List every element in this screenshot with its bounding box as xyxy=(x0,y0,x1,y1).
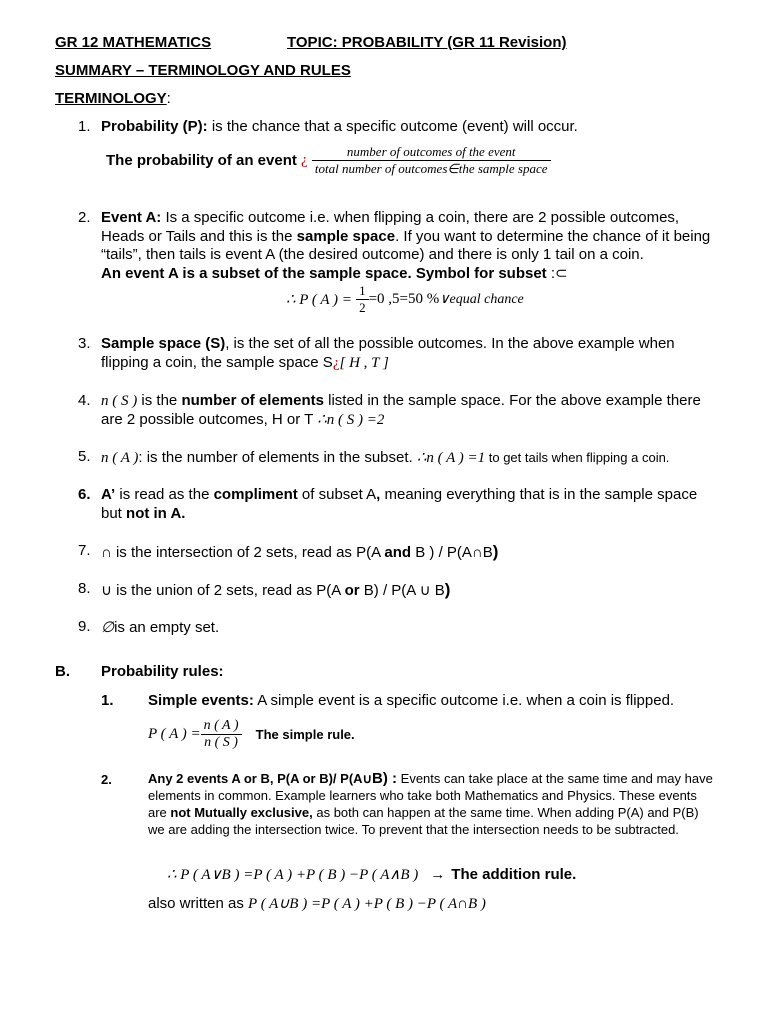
simple-rule-formula xyxy=(148,718,355,751)
half-numerator: 1 xyxy=(356,283,369,300)
item-8-or: or xyxy=(344,582,360,599)
terminology-colon: : xyxy=(166,90,171,107)
simple-rule-lhs: P ( A ) = xyxy=(148,726,201,742)
rule-number: 1. xyxy=(101,692,114,709)
empty-set-symbol: ∅ xyxy=(101,620,115,636)
item-number: 3. xyxy=(78,335,91,352)
item-7-text xyxy=(101,542,498,562)
terminology-heading xyxy=(55,90,171,107)
item-1-term: Probability (P): xyxy=(101,118,208,135)
probability-formula-label: The probability of an event xyxy=(106,152,297,169)
item-6-text-c: meaning everything that is in the sample space but xyxy=(101,486,698,522)
sample-space-set: [ H , T ] xyxy=(339,354,389,371)
probability-formula xyxy=(106,144,551,177)
item-3-term: Sample space (S) xyxy=(101,335,226,352)
item-6-text-a: is read as the xyxy=(115,486,214,503)
section-b-title: Probability rules: xyxy=(101,663,224,680)
item-4-term: number of elements xyxy=(181,392,324,409)
formula-equals-glyph: ¿ xyxy=(301,152,308,168)
also-written-label: also written as xyxy=(148,895,244,912)
formula-tail: ∨equal chance xyxy=(439,292,524,307)
arrow-right-icon: → xyxy=(430,866,446,883)
rule-1-text xyxy=(148,692,674,709)
item-2-text xyxy=(101,209,716,283)
item-1-definition: is the chance that a specific outcome (event) will occur. xyxy=(207,118,578,135)
item-5-note: to get tails when flipping a coin. xyxy=(485,450,670,465)
item-9-definition: is an empty set. xyxy=(114,619,220,636)
simple-rule-fraction xyxy=(201,718,242,751)
item-2-sample-space: sample space xyxy=(296,227,396,245)
fraction-denominator: total number of outcomes∈the sample space xyxy=(314,161,548,176)
item-4-text-a: is the xyxy=(137,392,182,409)
formula-rhs: =0 ,5=50 % xyxy=(368,291,440,307)
simple-rule-denominator: n ( S ) xyxy=(204,735,238,750)
rule-2-not-mutually-exclusive: not Mutually exclusive, xyxy=(170,805,313,820)
item-7-text-a: ∩ is the intersection of 2 sets, read as P(A xyxy=(101,544,385,561)
probability-fraction xyxy=(312,144,551,177)
item-number: 5. xyxy=(78,448,91,465)
simple-rule-numerator: n ( A ) xyxy=(201,718,242,735)
item-number: 9. xyxy=(78,618,91,635)
sample-space-equals-glyph: ¿ xyxy=(332,354,340,371)
item-6-not-in-a: not in A. xyxy=(126,504,186,522)
formula-lhs: ∴ P ( A ) = xyxy=(286,292,352,308)
fraction-numerator: number of outcomes of the event xyxy=(312,144,551,161)
item-number: 1. xyxy=(78,118,91,135)
simple-rule-label: The simple rule. xyxy=(255,727,355,742)
rule-1-definition: A simple event is a specific outcome i.e. when a coin is flipped. xyxy=(253,692,675,709)
item-3-definition: , is the set of all the possible outcomes. In the above example when flipping a coin, the sample space S xyxy=(101,335,675,371)
item-number: 2. xyxy=(78,209,91,226)
equal-chance-formula xyxy=(286,283,524,316)
item-8-text-b: B) / P(A ∪ B xyxy=(359,582,445,599)
complement-symbol: A’ xyxy=(101,486,116,503)
summary-heading: SUMMARY – TERMINOLOGY AND RULES xyxy=(55,62,351,79)
item-8-paren: ) xyxy=(444,580,451,599)
topic-heading: TOPIC: PROBABILITY (GR 11 Revision) xyxy=(287,34,567,51)
item-5-math: ∴n ( A ) =1 xyxy=(416,450,486,466)
addition-rule-equation: ∴ P ( A∨B ) =P ( A ) +P ( B ) −P ( A∧B ) xyxy=(167,867,419,883)
item-number: 4. xyxy=(78,392,91,409)
item-6-text-b: of subset A xyxy=(297,486,377,503)
half-denominator: 2 xyxy=(359,300,366,315)
terminology-label: TERMINOLOGY xyxy=(55,90,167,107)
n-of-a: n ( A ) xyxy=(101,450,139,466)
item-8-text xyxy=(101,580,450,600)
addition-rule-label: The addition rule. xyxy=(451,866,577,883)
addition-rule-alt-equation: P ( A∪B ) =P ( A ) +P ( B ) −P ( A∩B ) xyxy=(248,896,486,912)
item-6-text xyxy=(101,486,701,523)
addition-rule-formula xyxy=(167,865,576,884)
item-3-text xyxy=(101,335,716,372)
rule-2-text xyxy=(148,770,718,838)
rule-number: 2. xyxy=(101,772,112,787)
rule-2-text-b: as both can happen at the same time. When adding P(A) and P(B) we are adding the intersection twice. To prevent that the intersection needs to be subtracted. xyxy=(148,805,699,837)
item-7-and: and xyxy=(384,544,412,561)
item-4-math: ∴n ( S ) =2 xyxy=(317,411,385,428)
item-5-text xyxy=(101,448,669,467)
subset-symbol: :⊂ xyxy=(546,264,568,282)
item-number: 7. xyxy=(78,542,91,559)
item-7-paren: ) xyxy=(492,542,499,561)
item-2-term: Event A: xyxy=(101,209,162,226)
item-6-term: compliment xyxy=(213,486,298,503)
item-2-subset-statement: An event A is a subset of the sample space. Symbol for subset xyxy=(101,264,547,282)
item-6-comma: , xyxy=(376,486,381,503)
item-2-text-a: Is a specific outcome i.e. when flipping a coin, there are 2 possible outcomes, Heads or Tails and this is the xyxy=(101,209,680,245)
item-8-text-a: ∪ is the union of 2 sets, read as P(A xyxy=(101,582,345,599)
rule-1-term: Simple events: xyxy=(148,692,254,709)
addition-rule-alt xyxy=(148,894,486,913)
rule-2-term: Any 2 events A or B, P(A or B)/ P(A∪ xyxy=(148,771,373,786)
item-2-text-b: . If you want to determine the chance of it being “tails”, then tails is event A (the desired outcome) and there is only 1 tail on a coin. xyxy=(101,227,711,263)
item-7-text-b: B ) / P(A∩B xyxy=(411,544,493,561)
n-of-s: n ( S ) xyxy=(101,393,138,409)
rule-2-text-a: Events can take place at the same time and may have elements in common. Example learners who take both Mathematics and Physics. These events are xyxy=(148,771,713,820)
item-number: 6. xyxy=(78,486,91,503)
item-number: 8. xyxy=(78,580,91,597)
subject-heading: GR 12 MATHEMATICS xyxy=(55,34,212,51)
item-4-text xyxy=(101,392,721,429)
rule-2-term-end: B) : xyxy=(372,770,398,787)
section-b-label: B. xyxy=(55,663,70,680)
item-9-text xyxy=(101,618,219,637)
item-5-definition: : is the number of elements in the subset. xyxy=(138,449,417,466)
item-4-text-b: listed in the sample space. For the above example there are 2 possible outcomes, H or T xyxy=(101,392,701,428)
item-1-text xyxy=(101,118,578,135)
half-fraction xyxy=(356,283,369,316)
